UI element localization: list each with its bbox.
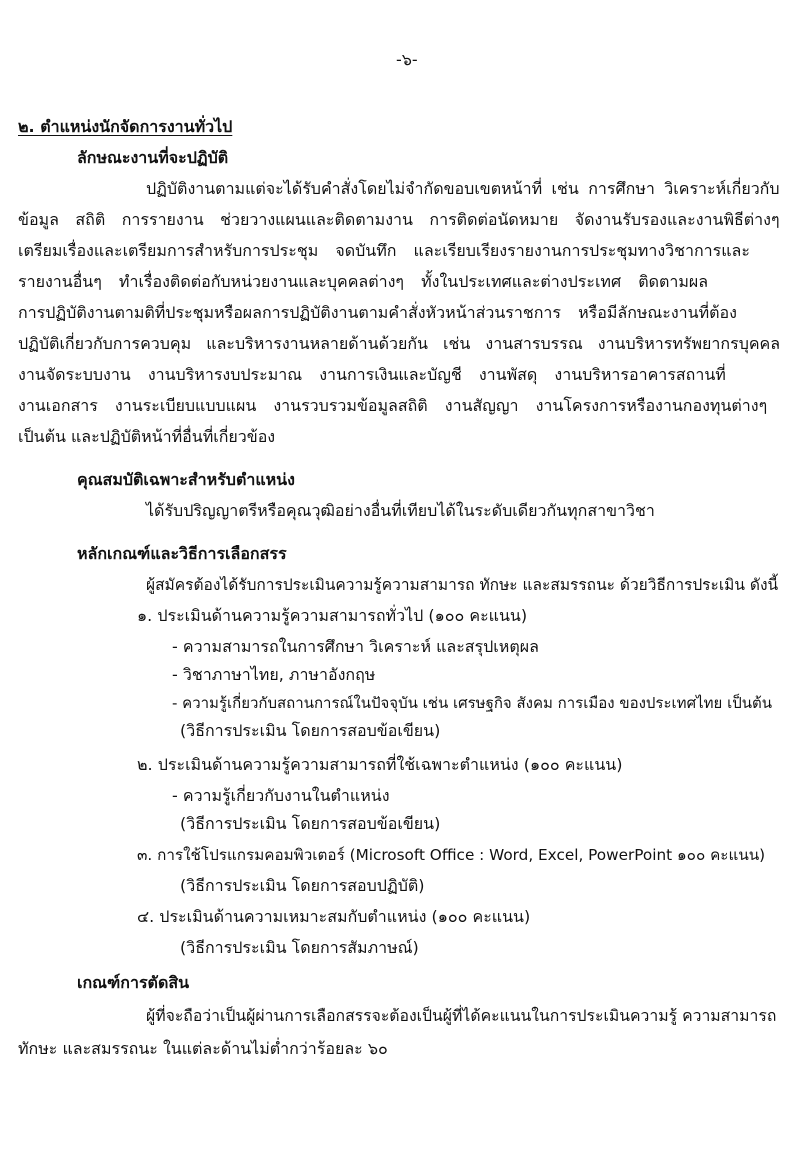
duties-line: งานจัดระบบงาน งานบริหารงบประมาณ งานการเงินและบัญชี งานพัสดุ งานบริหารอาคารสถานที่ (18, 365, 726, 384)
selection-sub-item: - ความสามารถในการศึกษา วิเคราะห์ และสรุปเหตุผล (172, 637, 539, 656)
selection-sub-item: - วิชาภาษาไทย, ภาษาอังกฤษ (172, 665, 376, 684)
page-number: -๖- (396, 50, 418, 69)
selection-method: (วิธีการประเมิน โดยการสอบข้อเขียน) (180, 721, 441, 740)
duties-line: เตรียมเรื่องและเตรียมการสำหรับการประชุม จดบันทึก และเรียบเรียงรายงานการประชุมทางวิชาการและ (18, 241, 750, 260)
selection-item-title: ๔. ประเมินด้านความเหมาะสมกับตำแหน่ง (๑๐๐ คะแนน) (137, 907, 531, 926)
selection-method: (วิธีการประเมิน โดยการสอบปฏิบัติ) (180, 876, 425, 895)
selection-method: (วิธีการประเมิน โดยการสัมภาษณ์) (180, 938, 419, 957)
duties-line: การปฏิบัติงานตามติที่ประชุมหรือผลการปฏิบัติงานตามคำสั่งหัวหน้าส่วนราชการ หรือมีลักษณะงานที่ต้อง (18, 303, 737, 322)
selection-item-title: ๒. ประเมินด้านความรู้ความสามารถที่ใช้เฉพาะตำแหน่ง (๑๐๐ คะแนน) (137, 755, 623, 774)
selection-item-title: ๓. การใช้โปรแกรมคอมพิวเตอร์ (Microsoft Office : Word, Excel, PowerPoint ๑๐๐ คะแนน) (137, 846, 766, 864)
decision-line: ผู้ที่จะถือว่าเป็นผู้ผ่านการเลือกสรรจะต้องเป็นผู้ที่ได้คะแนนในการประเมินความรู้ ความสามารถ (146, 1006, 777, 1025)
duties-line: ปฏิบัติงานตามแต่จะได้รับคำสั่งโดยไม่จำกัดขอบเขตหน้าที่ เช่น การศึกษา วิเคราะห์เกี่ยวกับ (146, 179, 780, 198)
selection-sub-item: - ความรู้เกี่ยวกับสถานการณ์ในปัจจุบัน เช่น เศรษฐกิจ สังคม การเมือง ของประเทศไทย เป็นต้น (172, 694, 772, 712)
selection-item-title: ๑. ประเมินด้านความรู้ความสามารถทั่วไป (๑๐๐ คะแนน) (137, 606, 528, 625)
duties-line: งานเอกสาร งานระเบียบแบบแผน งานรวบรวมข้อมูลสถิติ งานสัญญา งานโครงการหรืองานกองทุนต่างๆ (18, 396, 768, 415)
selection-sub-item: - ความรู้เกี่ยวกับงานในตำแหน่ง (172, 786, 390, 805)
duties-heading: ลักษณะงานที่จะปฏิบัติ (77, 148, 229, 167)
duties-line: เป็นต้น และปฏิบัติหน้าที่อื่นที่เกี่ยวข้อง (18, 427, 276, 446)
selection-method: (วิธีการประเมิน โดยการสอบข้อเขียน) (180, 814, 441, 833)
decision-heading: เกณฑ์การตัดสิน (77, 973, 190, 992)
decision-line: ทักษะ และสมรรถนะ ในแต่ละด้านไม่ต่ำกว่าร้อยละ ๖๐ (18, 1039, 388, 1058)
selection-intro: ผู้สมัครต้องได้รับการประเมินความรู้ความสามารถ ทักษะ และสมรรถนะ ด้วยวิธีการประเมิน ดังนี้ (146, 576, 779, 594)
section-title: ๒. ตำแหน่งนักจัดการงานทั่วไป (18, 117, 233, 136)
duties-line: รายงานอื่นๆ ทำเรื่องติดต่อกับหน่วยงานและบุคคลต่างๆ ทั้งในประเทศและต่างประเทศ ติดตามผล (18, 272, 709, 291)
duties-line: ปฏิบัติเกี่ยวกับการควบคุม และบริหารงานหลายด้านด้วยกัน เช่น งานสารบรรณ งานบริหารทรัพยากรบุคคล (18, 334, 781, 353)
qualifications-text: ได้รับปริญญาตรีหรือคุณวุฒิอย่างอื่นที่เทียบได้ในระดับเดียวกันทุกสาขาวิชา (146, 501, 655, 520)
duties-line: ข้อมูล สถิติ การรายงาน ช่วยวางแผนและติดตามงาน การติดต่อนัดหมาย จัดงานรับรองและงานพิธีต่างๆ (18, 210, 780, 229)
qualifications-heading: คุณสมบัติเฉพาะสำหรับตำแหน่ง (77, 470, 295, 489)
selection-heading: หลักเกณฑ์และวิธีการเลือกสรร (77, 544, 287, 563)
